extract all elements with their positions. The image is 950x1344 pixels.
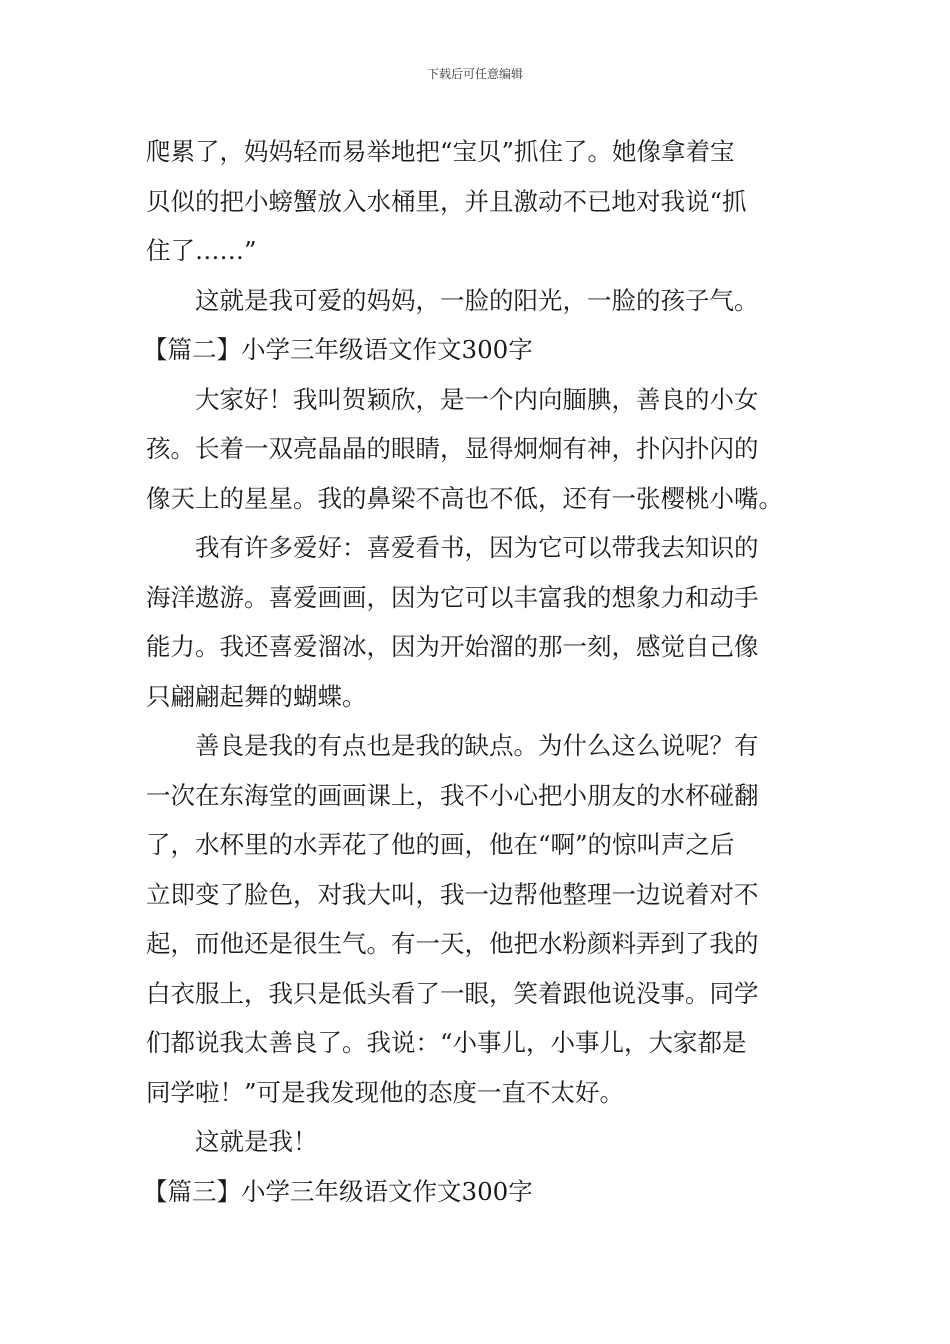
- paragraph-line: 我有许多爱好：喜爱看书，因为它可以带我去知识的: [195, 533, 759, 562]
- paragraph-line: 能力。我还喜爱溜冰，因为开始溜的那一刻，感觉自己像: [146, 632, 759, 661]
- paragraph-line: 住了……”: [146, 236, 257, 265]
- paragraph-line: 立即变了脸色，对我大叫，我一边帮他整理一边说着对不: [146, 879, 759, 909]
- paragraph-line: 同学啦！”可是我发现他的态度一直不太好。: [146, 1077, 625, 1107]
- section-heading: 【篇三】小学三年级语文作文300字: [143, 1176, 533, 1206]
- paragraph-line: 海洋遨游。喜爱画画，因为它可以丰富我的想象力和动手: [146, 582, 759, 612]
- paragraph-line: 一次在东海堂的画画课上，我不小心把小朋友的水杯碰翻: [146, 780, 759, 810]
- document-body: [143, 127, 810, 1216]
- paragraph-line: 只翩翩起舞的蝴蝶。: [146, 681, 367, 711]
- paragraph-line: 爬累了，妈妈轻而易举地把“宝贝”抓住了。她像拿着宝: [146, 137, 735, 166]
- paragraph-line: 们都说我太善良了。我说：“小事儿，小事儿，大家都是: [146, 1028, 747, 1057]
- paragraph-line: 白衣服上，我只是低头看了一眼，笑着跟他说没事。同学: [146, 978, 759, 1008]
- paragraph-line: 像天上的星星。我的鼻梁不高也不低，还有一张樱桃小嘴。: [146, 483, 783, 513]
- paragraph-line: 孩。长着一双亮晶晶的眼睛，显得炯炯有神，扑闪扑闪的: [146, 434, 759, 463]
- section-heading: 【篇二】小学三年级语文作文300字: [143, 335, 533, 364]
- paragraph-line: 了，水杯里的水弄花了他的画，他在“啊”的惊叫声之后: [146, 830, 735, 859]
- paragraph-line: 贝似的把小螃蟹放入水桶里，并且激动不已地对我说“抓: [146, 186, 747, 216]
- paragraph-line: 大家好！我叫贺颖欣，是一个内向腼腆，善良的小女: [195, 384, 759, 414]
- paragraph-line: 这就是我！: [195, 1127, 318, 1156]
- paragraph-line: 起，而他还是很生气。有一天，他把水粉颜料弄到了我的: [146, 929, 759, 958]
- paragraph-line: 善良是我的有点也是我的缺点。为什么这么说呢？有: [195, 731, 759, 760]
- paragraph-line: 这就是我可爱的妈妈，一脸的阳光，一脸的孩子气。: [195, 285, 759, 315]
- page-header: 下载后可任意编辑: [426, 67, 523, 81]
